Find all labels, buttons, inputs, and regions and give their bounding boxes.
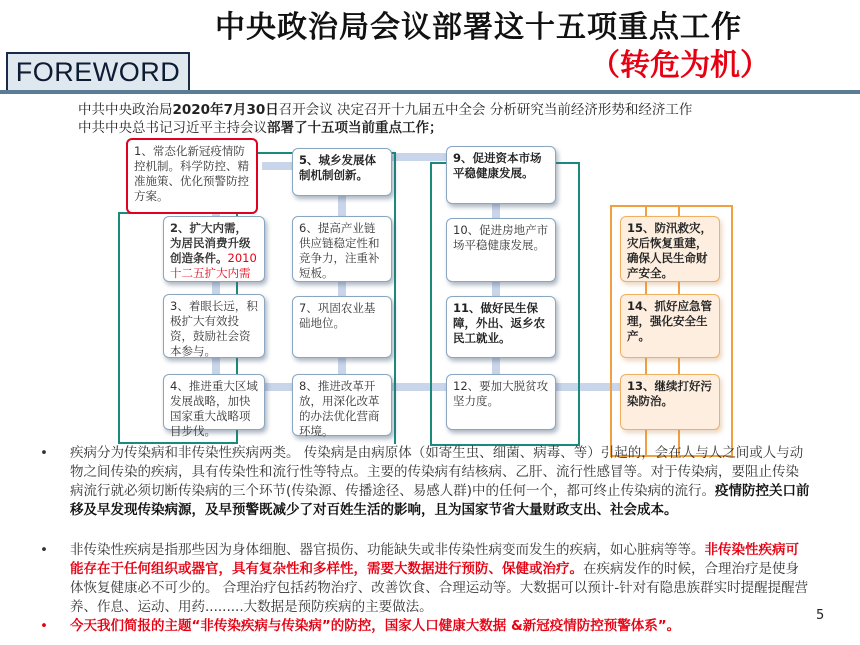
bullet-2	[40, 541, 810, 617]
bullet-1-normal: 疾病分为传染病和非传染性疾病两类。 传染病是由病原体（如寄生虫、细菌、病毒、等）引起的，会在人与人之间或人与动物之间传染的疾病，具有传染性和流行性等特点。主要的传染病有结核病、乙肝、流行性感冒等。对于传染病，要阻止传染病流行就必须切断传染病的三个环节(传染源、传播途径、易感人群)中的任何一个，都可终止传染病的流行。	[70, 445, 804, 499]
card-15: 15、防汛救灾，灾后恢复重建，确保人民生命财产安全。	[620, 216, 720, 282]
card-3: 3、着眼长远，积极扩大有效投资，鼓励社会资本参与。	[163, 294, 265, 358]
header-divider	[0, 90, 860, 94]
bullet-2-normal-2: 在疾病发作的时候，合理治疗是使身体恢复健康必不可少的。 合理治疗包括药物治疗、改善饮食、合理运动等。大数据可以预计-针对有隐患族群实时提醒提醒营养、作息、运动、用药.........大数据是预防疾病的主要做法。	[70, 561, 809, 615]
card-9: 9、促进资本市场平稳健康发展。	[446, 146, 556, 204]
foreword-label: FOREWORD	[6, 52, 190, 92]
page-subtitle: （转危为机）	[590, 48, 770, 83]
card-14: 14、抓好应急管理，强化安全生产。	[620, 294, 720, 358]
intro-line-2	[78, 116, 443, 136]
page-title: 中央政治局会议部署这十五项重点工作	[215, 10, 742, 45]
bullet-1	[40, 444, 810, 520]
card-5: 5、城乡发展体制机制创新。	[292, 148, 392, 196]
bullet-3	[40, 617, 810, 636]
card-2-text: 2、扩大内需，为居民消费升级创造条件。	[170, 221, 251, 265]
intro-line1-post: 召开会议 决定召开十九届五中全会 分析研究当前经济形势和经济工作	[278, 102, 693, 118]
page-number: 5	[816, 608, 825, 623]
bullet-dot: •	[40, 445, 48, 461]
card-1: 1、常态化新冠疫情防控机制。科学防控、精准施策、优化预警防控方案。	[126, 138, 258, 214]
card-8: 8、推进改革开放，用深化改革的办法优化营商环境。	[292, 374, 392, 436]
bullet-dot: •	[40, 618, 48, 634]
intro-line1-pre: 中共中央政治局	[78, 102, 173, 118]
intro-line-1	[78, 98, 692, 118]
card-10: 10、促进房地产市场平稳健康发展。	[446, 218, 556, 282]
card-2	[163, 216, 265, 282]
bullet-dot: •	[40, 542, 48, 558]
card-2-note: 2010 十二五扩大内需	[170, 251, 257, 280]
intro-line2-bold: 部署了十五项当前重点工作；	[267, 120, 443, 136]
connector-pipe	[390, 153, 448, 161]
card-6: 6、提高产业链供应链稳定性和竞争力，注重补短板。	[292, 216, 392, 282]
card-4: 4、推进重大区域发展战略，加快国家重大战略项目步伐。	[163, 374, 265, 430]
card-13: 13、继续打好污染防治。	[620, 374, 720, 430]
bullet-2-normal-1: 非传染性疾病是指那些因为身体细胞、器官损伤、功能缺失或非传染性病变而发生的疾病，如心脏病等等。	[70, 542, 705, 558]
intro-date: 2020年7月30日	[172, 102, 279, 118]
bullet-1-bold: 疫情防控关口前移及早发现传染病源，及早预警既减少了对百姓生活的影响，且为国家节省大量财政支出、社会成本。	[70, 483, 810, 518]
card-11: 11、做好民生保障，外出、返乡农民工就业。	[446, 296, 556, 358]
intro-line2-pre: 中共中央总书记习近平主持会议	[78, 120, 267, 136]
bullet-2-red: 非传染性疾病可能存在于任何组织或器官，具有复杂性和多样性，需要大数据进行预防、保健或治疗。	[70, 542, 799, 577]
card-7: 7、巩固农业基础地位。	[292, 296, 392, 358]
bullet-3-red: 今天我们简报的主题“非传染疾病与传染病”的防控，国家人口健康大数据 &新冠疫情防控预警体系”。	[70, 618, 681, 634]
card-12: 12、要加大脱贫攻坚力度。	[446, 374, 556, 430]
